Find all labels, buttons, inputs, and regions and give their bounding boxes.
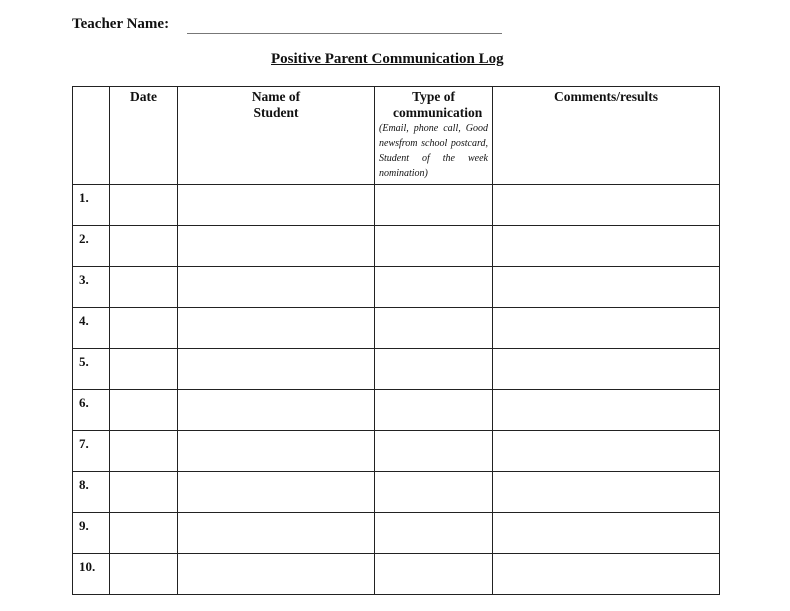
- student-name-cell[interactable]: [178, 226, 375, 267]
- student-name-cell[interactable]: [178, 472, 375, 513]
- table-header-row: [73, 87, 720, 185]
- date-cell[interactable]: [110, 554, 178, 595]
- table-row: [73, 267, 720, 308]
- communication-type-cell[interactable]: [375, 554, 493, 595]
- column-header-date: Date: [110, 87, 178, 185]
- communication-type-cell[interactable]: [375, 390, 493, 431]
- date-cell[interactable]: [110, 349, 178, 390]
- row-number: 8.: [73, 472, 110, 513]
- date-cell[interactable]: [110, 267, 178, 308]
- student-name-cell[interactable]: [178, 267, 375, 308]
- comments-cell[interactable]: [493, 226, 720, 267]
- comments-cell[interactable]: [493, 513, 720, 554]
- student-name-cell[interactable]: [178, 308, 375, 349]
- column-header-type: [375, 87, 493, 185]
- date-cell[interactable]: [110, 390, 178, 431]
- row-number: 7.: [73, 431, 110, 472]
- row-number: 3.: [73, 267, 110, 308]
- comments-cell[interactable]: [493, 390, 720, 431]
- row-number: 10.: [73, 554, 110, 595]
- date-cell[interactable]: [110, 472, 178, 513]
- communication-type-cell[interactable]: [375, 308, 493, 349]
- communication-type-cell[interactable]: [375, 472, 493, 513]
- comments-cell[interactable]: [493, 185, 720, 226]
- comments-cell[interactable]: [493, 267, 720, 308]
- comments-cell[interactable]: [493, 554, 720, 595]
- table-row: [73, 513, 720, 554]
- row-number: 9.: [73, 513, 110, 554]
- communication-type-cell[interactable]: [375, 349, 493, 390]
- comments-cell[interactable]: [493, 472, 720, 513]
- communication-type-cell[interactable]: [375, 431, 493, 472]
- row-number: 4.: [73, 308, 110, 349]
- table-row: [73, 349, 720, 390]
- column-header-number: [73, 87, 110, 185]
- date-cell[interactable]: [110, 431, 178, 472]
- student-name-cell[interactable]: [178, 185, 375, 226]
- teacher-name-field[interactable]: [187, 33, 502, 34]
- student-name-cell[interactable]: [178, 390, 375, 431]
- column-header-student: [178, 87, 375, 185]
- table-row: [73, 431, 720, 472]
- table-row: [73, 308, 720, 349]
- student-name-cell[interactable]: [178, 349, 375, 390]
- date-cell[interactable]: [110, 185, 178, 226]
- column-header-student-label: Name of Student: [251, 89, 301, 120]
- row-number: 1.: [73, 185, 110, 226]
- table-row: [73, 472, 720, 513]
- communication-type-cell[interactable]: [375, 185, 493, 226]
- row-number: 5.: [73, 349, 110, 390]
- comments-cell[interactable]: [493, 431, 720, 472]
- student-name-cell[interactable]: [178, 554, 375, 595]
- table-row: [73, 554, 720, 595]
- table-row: [73, 185, 720, 226]
- page-title: Positive Parent Communication Log: [271, 51, 504, 67]
- communication-log-table: [72, 86, 720, 595]
- date-cell[interactable]: [110, 308, 178, 349]
- date-cell[interactable]: [110, 513, 178, 554]
- column-header-comments: Comments/results: [493, 87, 720, 185]
- communication-type-cell[interactable]: [375, 513, 493, 554]
- comments-cell[interactable]: [493, 308, 720, 349]
- table-row: [73, 226, 720, 267]
- row-number: 6.: [73, 390, 110, 431]
- student-name-cell[interactable]: [178, 513, 375, 554]
- comments-cell[interactable]: [493, 349, 720, 390]
- teacher-name-label: Teacher Name:: [72, 16, 170, 32]
- row-number: 2.: [73, 226, 110, 267]
- column-header-type-note: (Email, phone call, Good newsfrom school postcard, Student of the week nomination): [379, 123, 488, 179]
- column-header-type-label: Type of communication: [393, 89, 483, 120]
- communication-type-cell[interactable]: [375, 226, 493, 267]
- communication-type-cell[interactable]: [375, 267, 493, 308]
- student-name-cell[interactable]: [178, 431, 375, 472]
- table-row: [73, 390, 720, 431]
- date-cell[interactable]: [110, 226, 178, 267]
